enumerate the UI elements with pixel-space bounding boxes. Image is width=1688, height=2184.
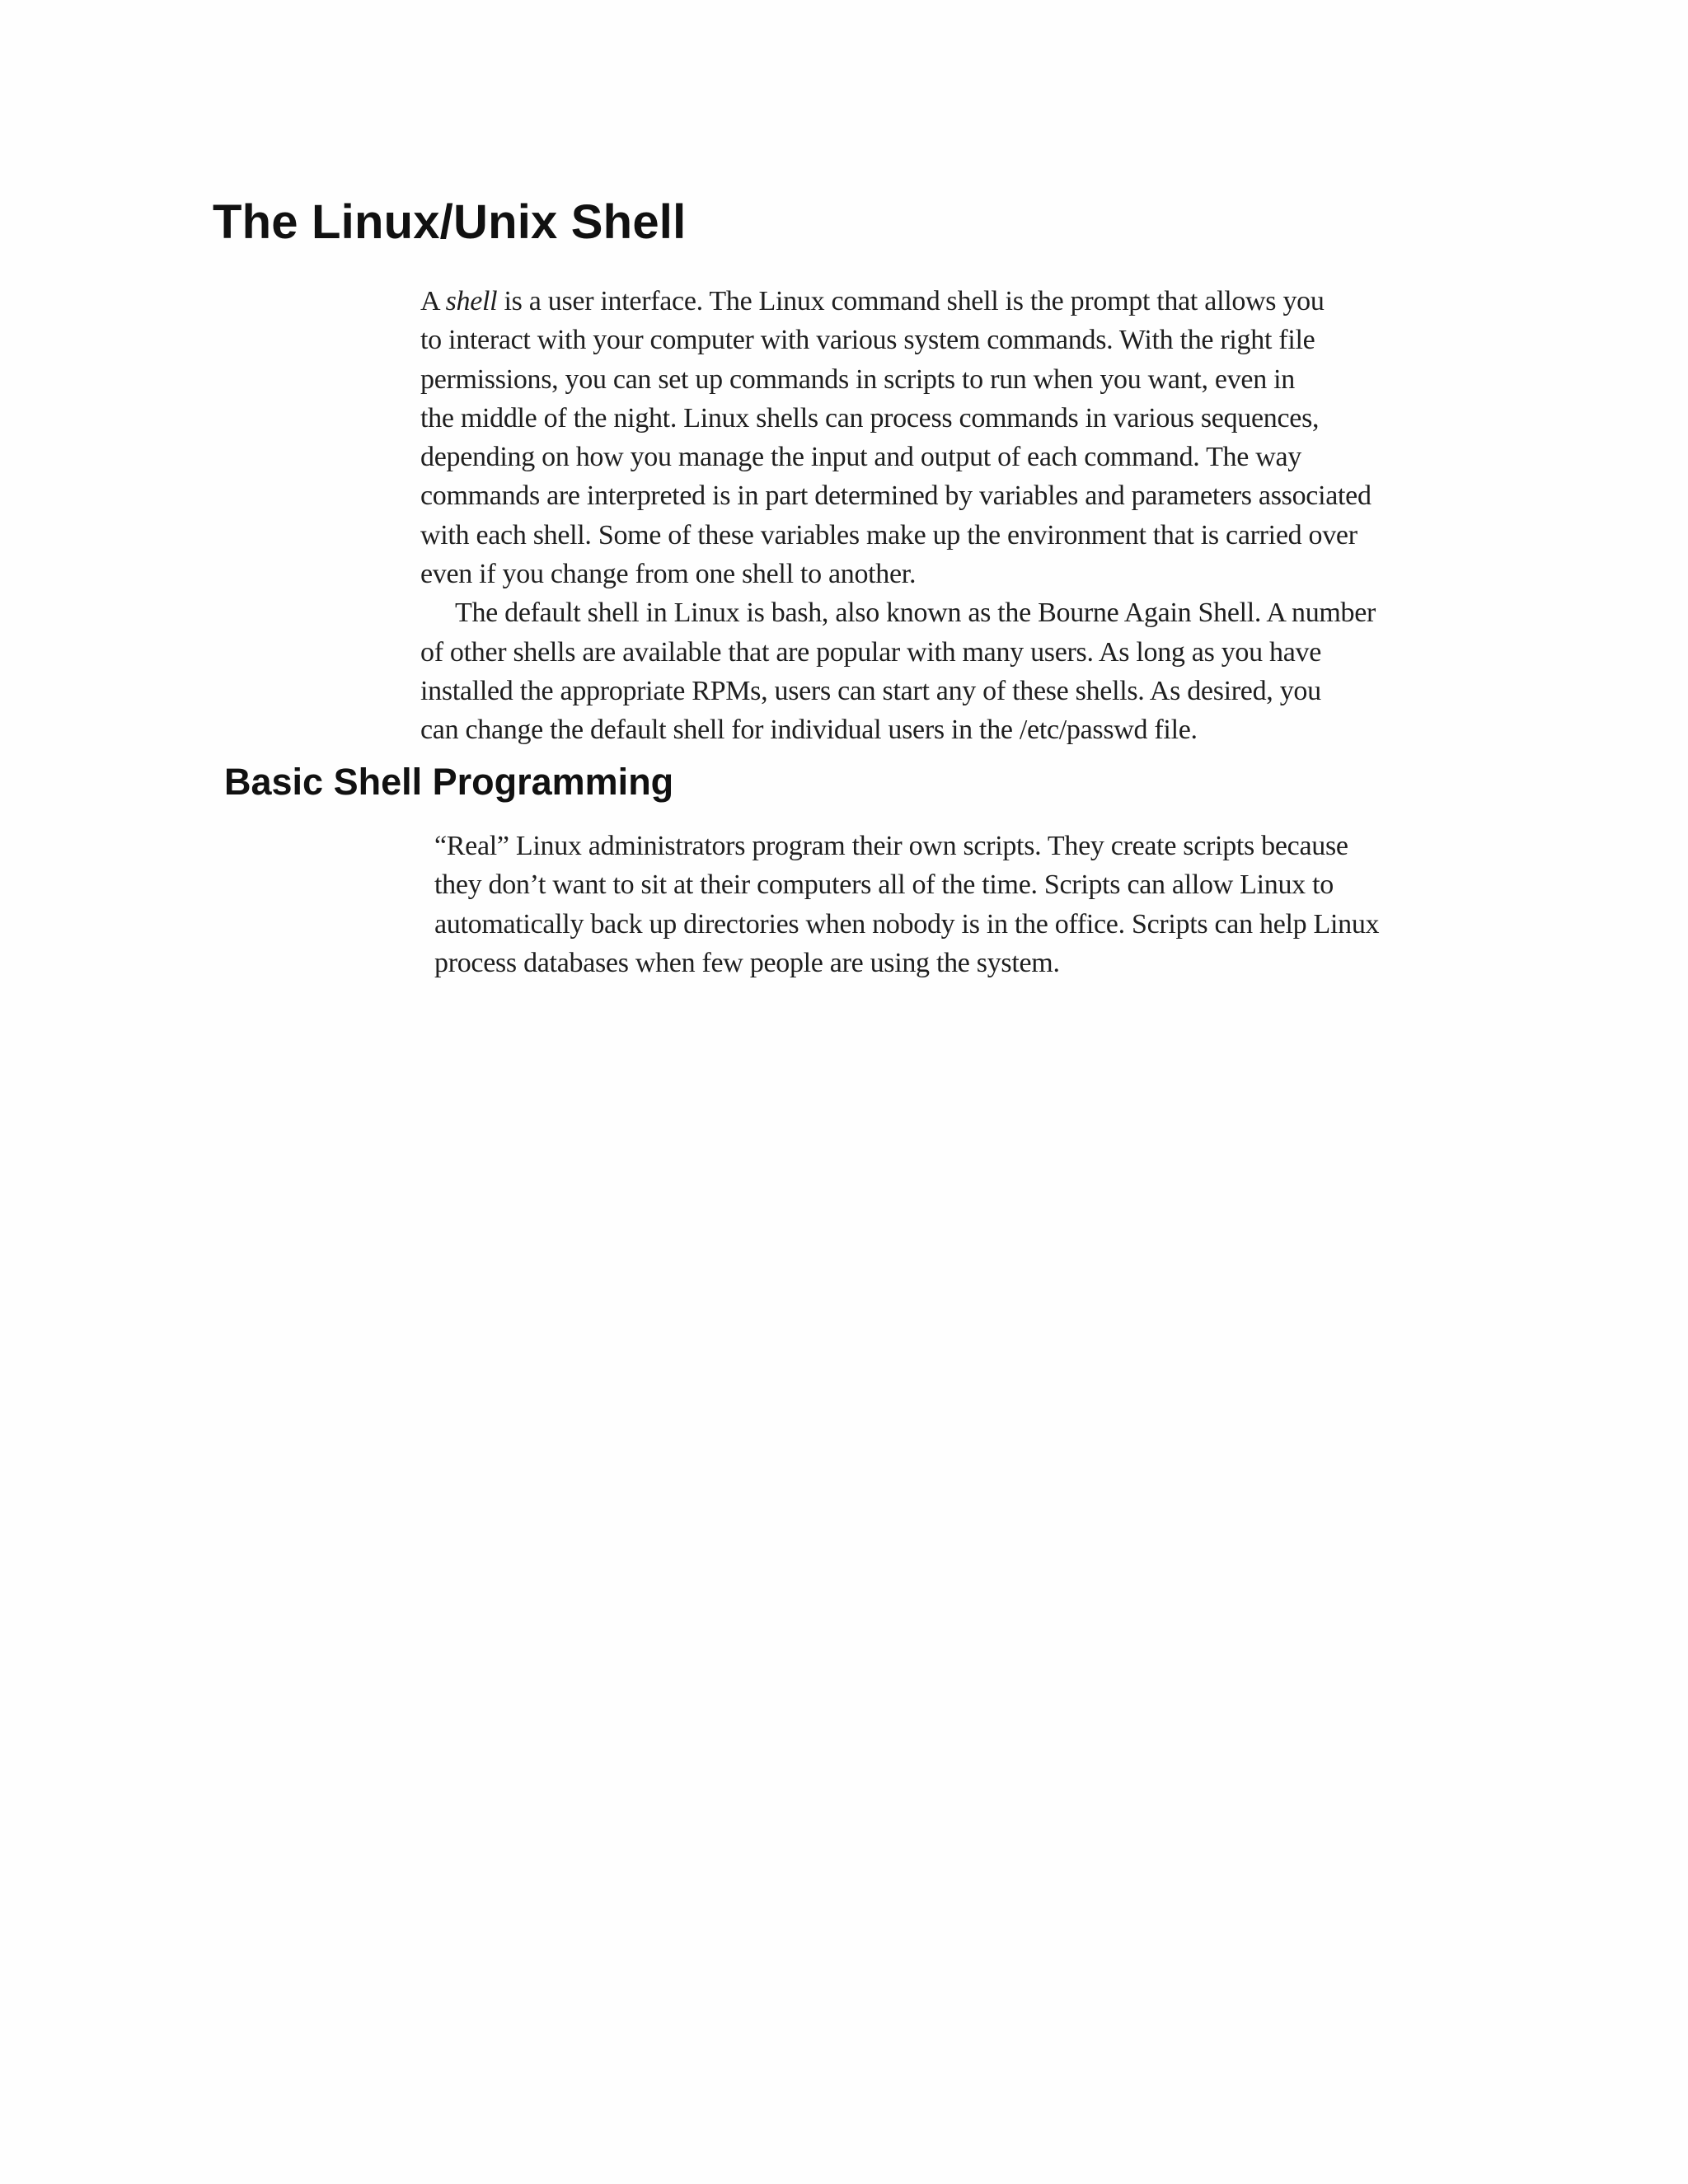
paragraph-line: they don’t want to sit at their computers all of the time. Scripts can allow Linux to <box>434 869 1334 901</box>
emphasized-term: shell <box>445 286 498 316</box>
paragraph-line: “Real” Linux administrators program their own scripts. They create scripts because <box>434 831 1348 861</box>
paragraph-line: can change the default shell for individual users in the /etc/passwd file. <box>420 715 1198 746</box>
section-heading-basic-shell-programming: Basic Shell Programming <box>224 761 674 803</box>
line-text: A <box>420 286 446 316</box>
paragraph-line: installed the appropriate RPMs, users can start any of these shells. As desired, you <box>420 675 1321 706</box>
line-text: is a user interface. The Linux command shell is the prompt that allows you <box>497 286 1325 316</box>
paragraph-line: The default shell in Linux is bash, also known as the Bourne Again Shell. A number <box>455 598 1376 629</box>
paragraph-line: of other shells are available that are popular with many users. As long as you have <box>420 636 1322 668</box>
paragraph-line: process databases when few people are using the system. <box>434 947 1060 978</box>
paragraph-line: with each shell. Some of these variables make up the environment that is carried over <box>420 519 1357 551</box>
paragraph-line <box>420 282 1484 321</box>
paragraph-line: permissions, you can set up commands in scripts to run when you want, even in <box>420 363 1295 395</box>
paragraph-line: depending on how you manage the input and output of each command. The way <box>420 442 1301 473</box>
paragraph-line: the middle of the night. Linux shells can process commands in various sequences, <box>420 402 1320 434</box>
section1-body <box>420 282 1484 750</box>
section2-body <box>434 827 1498 982</box>
paragraph-line: automatically back up directories when nobody is in the office. Scripts can help Linux <box>434 908 1380 940</box>
section-heading-linux-unix-shell: The Linux/Unix Shell <box>213 195 687 249</box>
paragraph-line: commands are interpreted is in part determined by variables and parameters associated <box>420 480 1372 512</box>
paragraph-line: even if you change from one shell to another. <box>420 559 917 590</box>
paragraph-line: to interact with your computer with various system commands. With the right file <box>420 325 1315 356</box>
